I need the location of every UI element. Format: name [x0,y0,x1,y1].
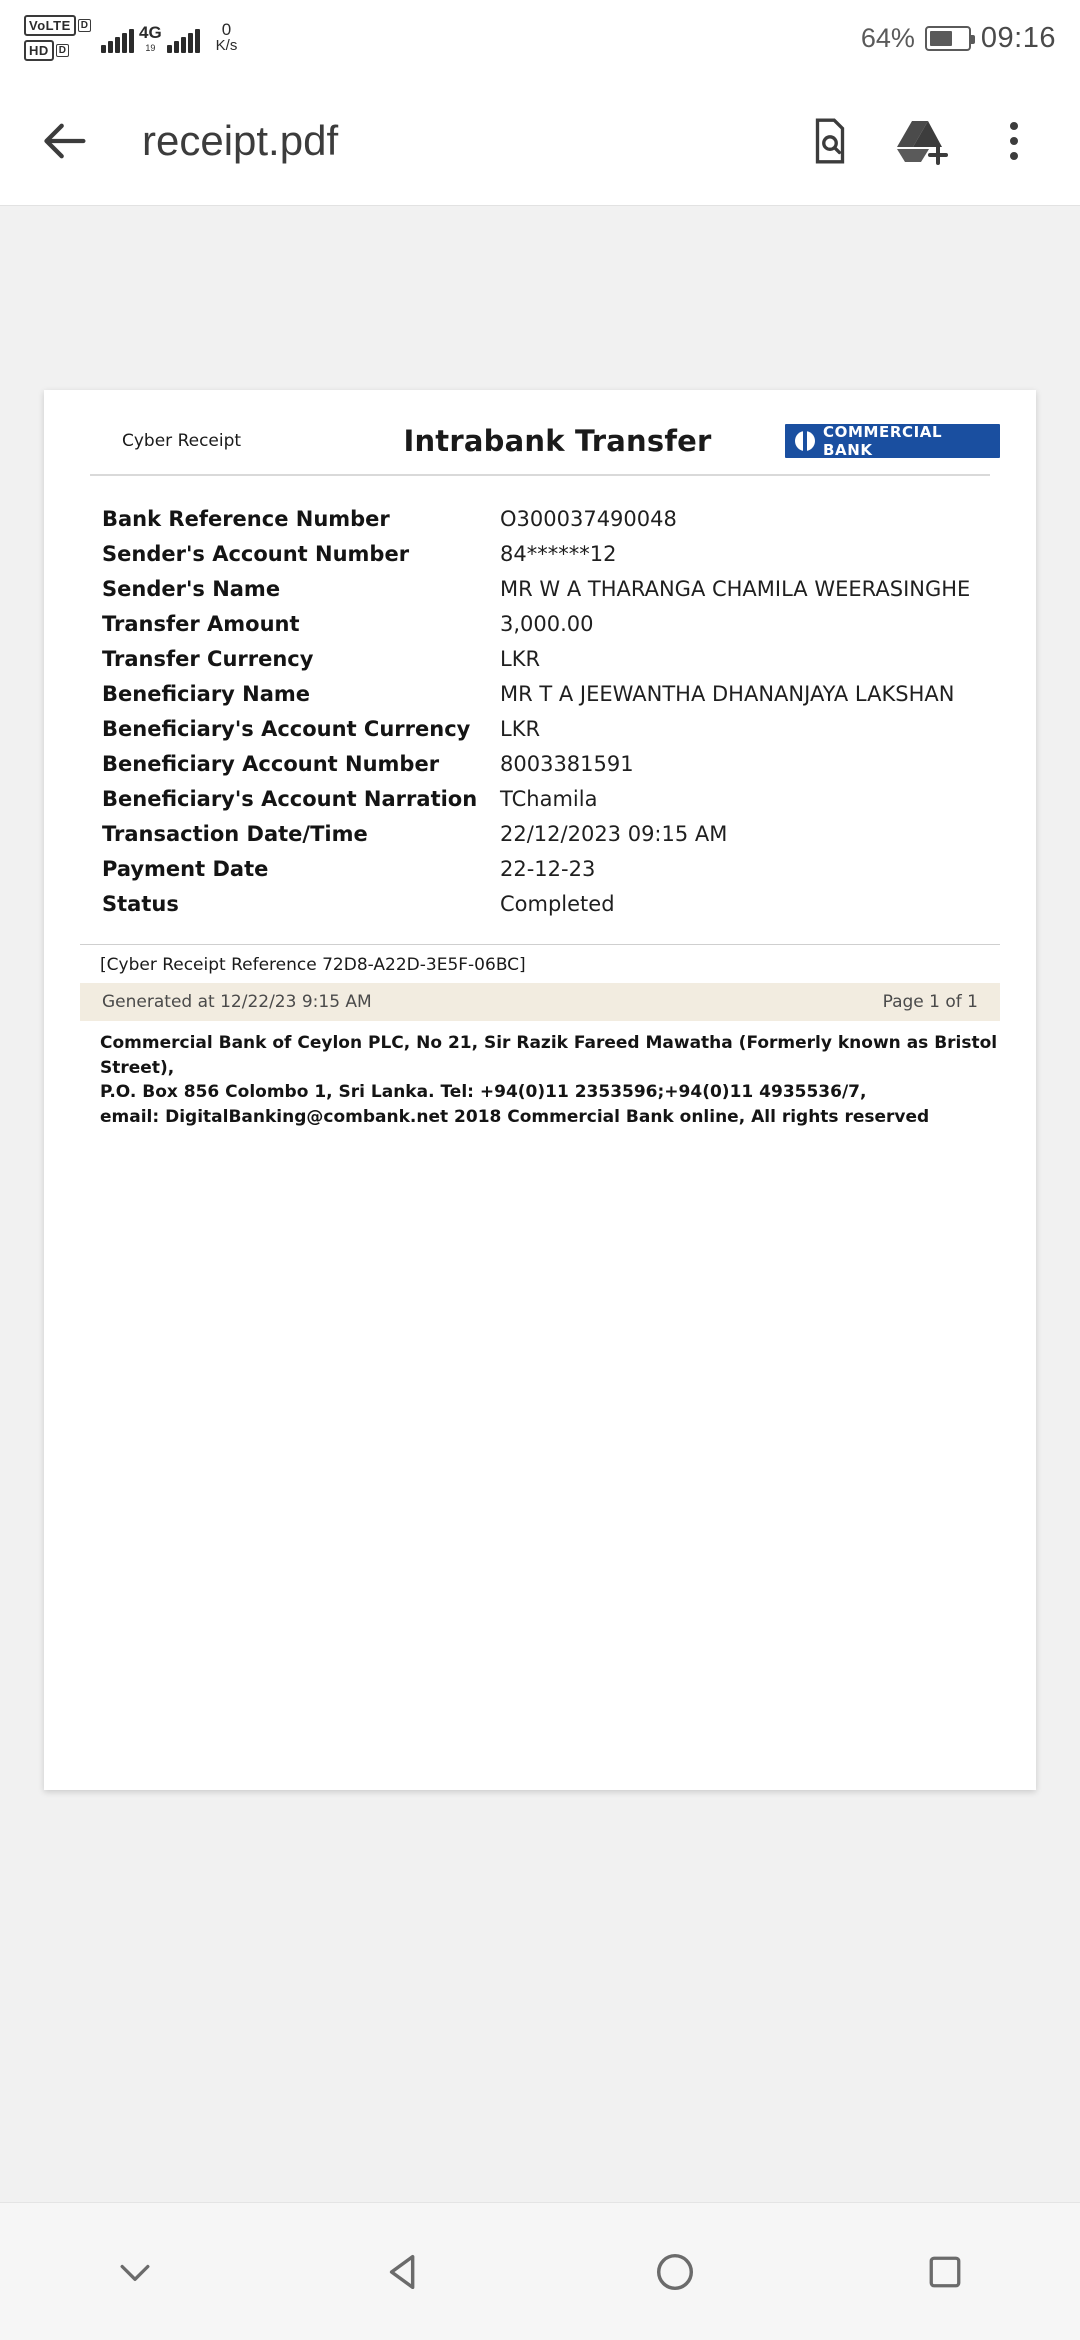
status-bar-left [24,15,237,61]
nav-back-button[interactable] [345,2227,465,2317]
nav-home-button[interactable] [615,2227,735,2317]
field-value: 22-12-23 [500,857,596,881]
cyber-receipt-reference: [Cyber Receipt Reference 72D8-A22D-3E5F-06BC] [80,944,1000,975]
pdf-page [44,390,1036,1790]
triangle-back-icon [382,2249,428,2295]
data-speed-unit: K/s [215,37,238,55]
chevron-down-icon [113,2250,157,2294]
field-value: 84******12 [500,542,617,566]
back-button[interactable] [34,109,98,173]
overflow-menu-button[interactable] [982,109,1046,173]
table-row [80,502,1000,537]
footer-line-3: email: DigitalBanking@combank.net 2018 Commercial Bank online, All rights reserved [100,1106,930,1127]
bank-logo-mark-icon [795,431,815,451]
network-gen-label: 4G [138,23,162,42]
field-value: O300037490048 [500,507,677,531]
table-row [80,572,1000,607]
data-speed-value: 0 [221,20,232,40]
volte-label: VoLTE [24,15,76,36]
receipt-fields [80,502,1000,922]
system-navigation-bar [0,2202,1080,2340]
field-label: Beneficiary's Account Currency [102,717,471,741]
receipt-document [44,390,1036,1130]
bank-logo [785,424,1000,458]
signal-bars-sim1 [101,27,134,53]
hd-sub: D [56,44,69,57]
field-label: Status [102,892,179,916]
field-value: 8003381591 [500,752,634,776]
field-label: Transfer Amount [102,612,300,636]
signal-group [101,23,200,53]
network-badges [24,15,91,61]
receipt-title: Intrabank Transfer [403,424,712,458]
field-label: Beneficiary Account Number [102,752,440,776]
network-gen-sub: 19 [145,43,156,53]
field-label: Beneficiary's Account Narration [102,787,478,811]
generated-bar [80,983,1000,1021]
field-label: Beneficiary Name [102,682,311,706]
field-label: Payment Date [102,857,269,881]
battery-icon [925,26,971,51]
field-value: 22/12/2023 09:15 AM [500,822,728,846]
table-row [80,642,1000,677]
field-value: 3,000.00 [500,612,594,636]
field-label: Sender's Account Number [102,542,410,566]
field-value: TChamila [500,787,598,811]
hd-badge [24,40,91,61]
table-row [80,537,1000,572]
search-document-button[interactable] [798,109,862,173]
app-bar [0,76,1080,206]
receipt-footer [80,1031,1000,1130]
save-to-drive-button[interactable] [890,109,954,173]
square-recents-icon [923,2250,967,2294]
field-label: Transaction Date/Time [102,822,368,846]
table-row [80,607,1000,642]
table-row [80,747,1000,782]
arrow-left-icon [40,115,92,167]
battery-percent-label: 64% [860,22,915,53]
data-speed-indicator [216,21,238,55]
table-row [80,712,1000,747]
field-value: Completed [500,892,615,916]
nav-recents-button[interactable] [885,2227,1005,2317]
bank-logo-text: COMMERCIAL BANK [823,423,943,459]
field-value: LKR [500,717,541,741]
page-title: receipt.pdf [142,116,339,164]
footer-line-2: P.O. Box 856 Colombo 1, Sri Lanka. Tel: +94(0)11 2353596;+94(0)11 4935536/7, [100,1082,867,1103]
signal-bars-sim2 [167,27,200,53]
drive-add-icon [894,115,950,167]
hide-navbar-button[interactable] [75,2227,195,2317]
table-row [80,852,1000,887]
footer-line-1: Commercial Bank of Ceylon PLC, No 21, Sir Razik Fareed Mawatha (Formerly known as Bristol Street), [100,1033,998,1078]
hd-label: HD [24,40,54,61]
field-value: MR W A THARANGA CHAMILA WEERASINGHE [500,577,971,601]
header-divider [90,474,990,476]
network-gen-wrap [139,23,162,53]
table-row [80,677,1000,712]
status-bar [0,0,1080,76]
volte-sub: D [78,19,91,32]
more-vertical-icon [1010,122,1018,160]
receipt-header [80,424,1000,458]
page-indicator: Page 1 of 1 [882,992,978,1012]
table-row [80,887,1000,922]
table-row [80,782,1000,817]
field-label: Sender's Name [102,577,281,601]
field-value: LKR [500,647,541,671]
volte-badge [24,15,91,36]
pdf-viewer[interactable] [0,206,1080,2202]
table-row [80,817,1000,852]
status-bar-right [861,22,1056,55]
field-value: MR T A JEEWANTHA DHANANJAYA LAKSHAN [500,682,955,706]
status-clock: 09:16 [980,21,1056,54]
cyber-receipt-label: Cyber Receipt [122,431,242,451]
document-search-icon [805,116,855,166]
generated-at-label: Generated at 12/22/23 9:15 AM [102,992,372,1012]
field-label: Transfer Currency [102,647,314,671]
circle-home-icon [652,2249,698,2295]
field-label: Bank Reference Number [102,507,390,531]
